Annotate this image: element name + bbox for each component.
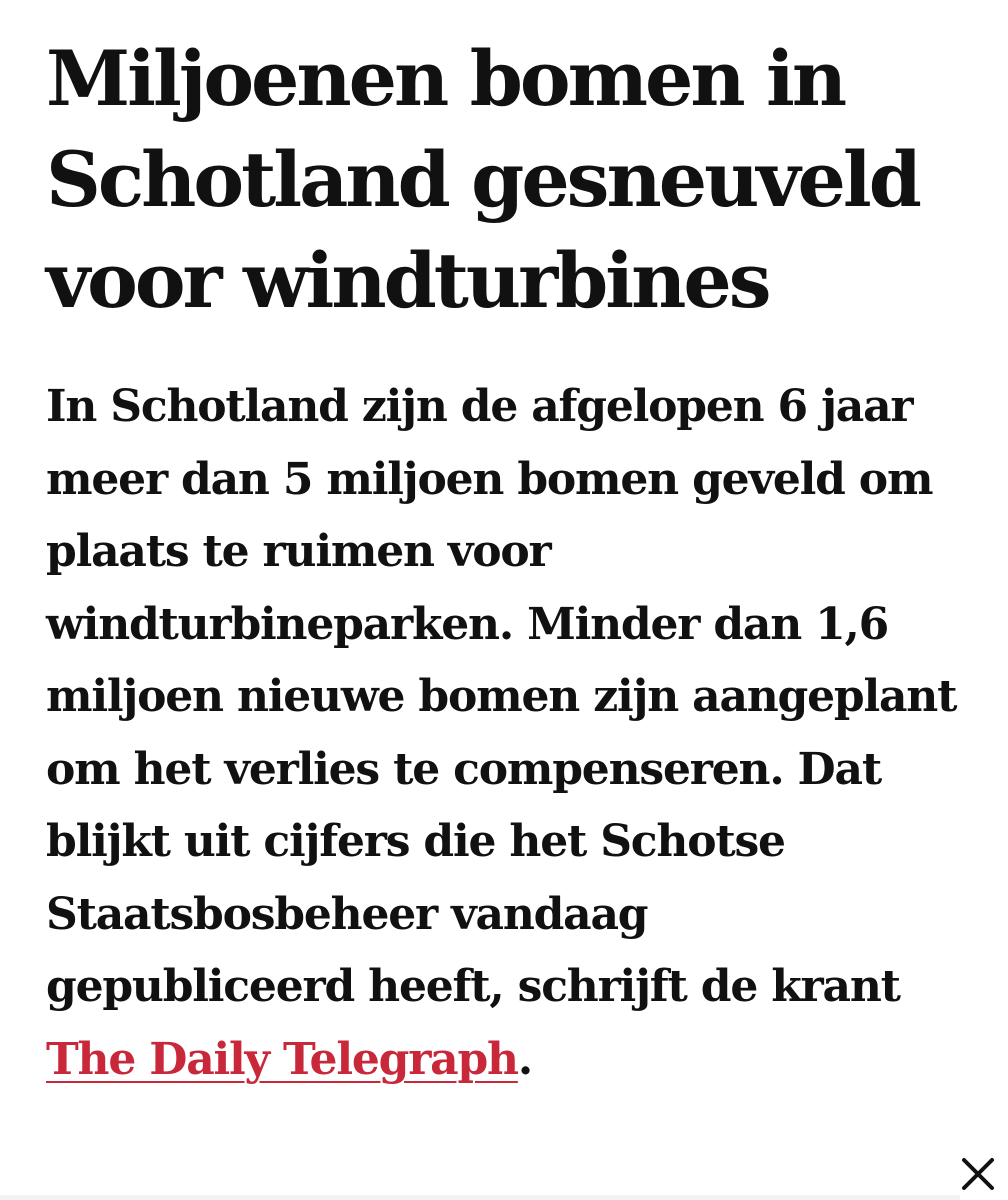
source-link[interactable]: The Daily Telegraph	[46, 1033, 518, 1085]
close-icon	[956, 1152, 1000, 1196]
bottom-divider	[0, 1195, 960, 1200]
article-headline: Miljoenen bomen in Schotland gesneuveld voor windturbines	[46, 34, 919, 325]
article-lead-end: .	[517, 1033, 532, 1085]
article-lead	[46, 371, 966, 1096]
close-button[interactable]	[956, 1152, 1000, 1196]
article	[46, 28, 966, 1096]
article-lead-text: In Schotland zijn de afgelopen 6 jaar meer dan 5 miljoen bomen geveld om plaats te ruimen voor windturbineparken. Minder dan 1,6 miljoen nieuwe bomen zijn aangeplant om het verlies te compenseren. Dat blijkt uit cijfers die het Schotse Staatsbosbeheer vandaag gepubliceerd heeft, schrijft de krant	[46, 381, 957, 1012]
